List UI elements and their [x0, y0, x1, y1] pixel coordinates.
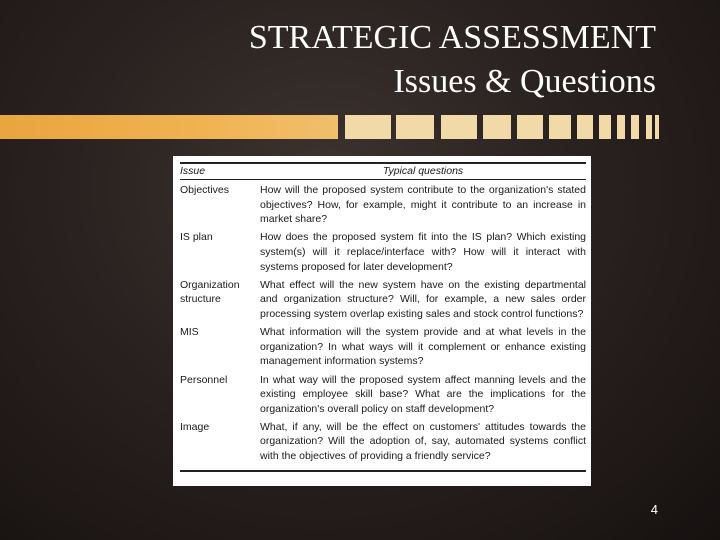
- bar-long-segment: [0, 115, 338, 139]
- question-cell: What, if any, will be the effect on customers' attitudes towards the organization? Will the adoption of, say, automated systems conflict with the objectives of providing a friendly service?: [260, 420, 586, 463]
- issue-cell: IS plan: [180, 231, 213, 244]
- header-questions: Typical questions: [382, 165, 464, 177]
- bar-segment: [549, 115, 571, 139]
- bar-segment: [599, 115, 611, 139]
- bar-segment: [441, 115, 477, 139]
- page-number: 4: [650, 502, 658, 517]
- issue-cell: Objectives: [180, 184, 230, 196]
- bar-segment: [517, 115, 543, 139]
- bar-segment: [483, 115, 511, 139]
- slide-title: [249, 16, 656, 104]
- issue-cell: Personnel: [180, 373, 228, 386]
- table-row: [180, 325, 586, 369]
- issues-table-image: [173, 156, 591, 486]
- bar-segment: [631, 115, 639, 139]
- table-header-rule: [180, 179, 586, 180]
- table-row: [180, 373, 586, 417]
- table-row: [180, 278, 586, 322]
- table-row: [180, 420, 586, 464]
- header-issue: Issue: [180, 165, 206, 177]
- table-row: [180, 230, 586, 274]
- bar-segment: [617, 115, 625, 139]
- decorative-bar: [0, 115, 720, 139]
- table-row: [180, 183, 586, 227]
- question-cell: How will the proposed system contribute to the organization's stated objectives? How, for example, might it contribute to an increase in market share?: [260, 184, 586, 226]
- bar-segment: [646, 115, 652, 139]
- title-line-2: Issues & Questions: [393, 63, 656, 100]
- question-cell: What effect will the new system have on the existing departmental and organization structure? Will, for example, a new sales order processing system overlap existing sales and stock control functions?: [260, 278, 586, 320]
- table-bottom-rule: [180, 470, 586, 472]
- issue-cell: MIS: [180, 326, 199, 339]
- question-cell: What information will the system provide and at what levels in the organization? In what ways will it complement or enhance existing management information systems?: [260, 326, 586, 368]
- bar-segment: [655, 115, 659, 139]
- issue-cell: Image: [180, 420, 210, 433]
- bar-segment: [577, 115, 593, 139]
- question-cell: How does the proposed system fit into the IS plan? Which existing system(s) will it replace/interface with? How will it interact with systems proposed for later development?: [260, 231, 586, 273]
- table-header: [180, 164, 586, 179]
- bar-segment: [345, 115, 391, 139]
- issues-table: [180, 160, 586, 472]
- question-cell: In what way will the proposed system affect manning levels and the existing employee skill base? What are the implications for the organization's overall policy on staff development?: [260, 373, 586, 415]
- title-line-1: STRATEGIC ASSESSMENT: [248, 19, 656, 56]
- issue-cell: Organization structure: [180, 278, 240, 306]
- bar-segment: [396, 115, 434, 139]
